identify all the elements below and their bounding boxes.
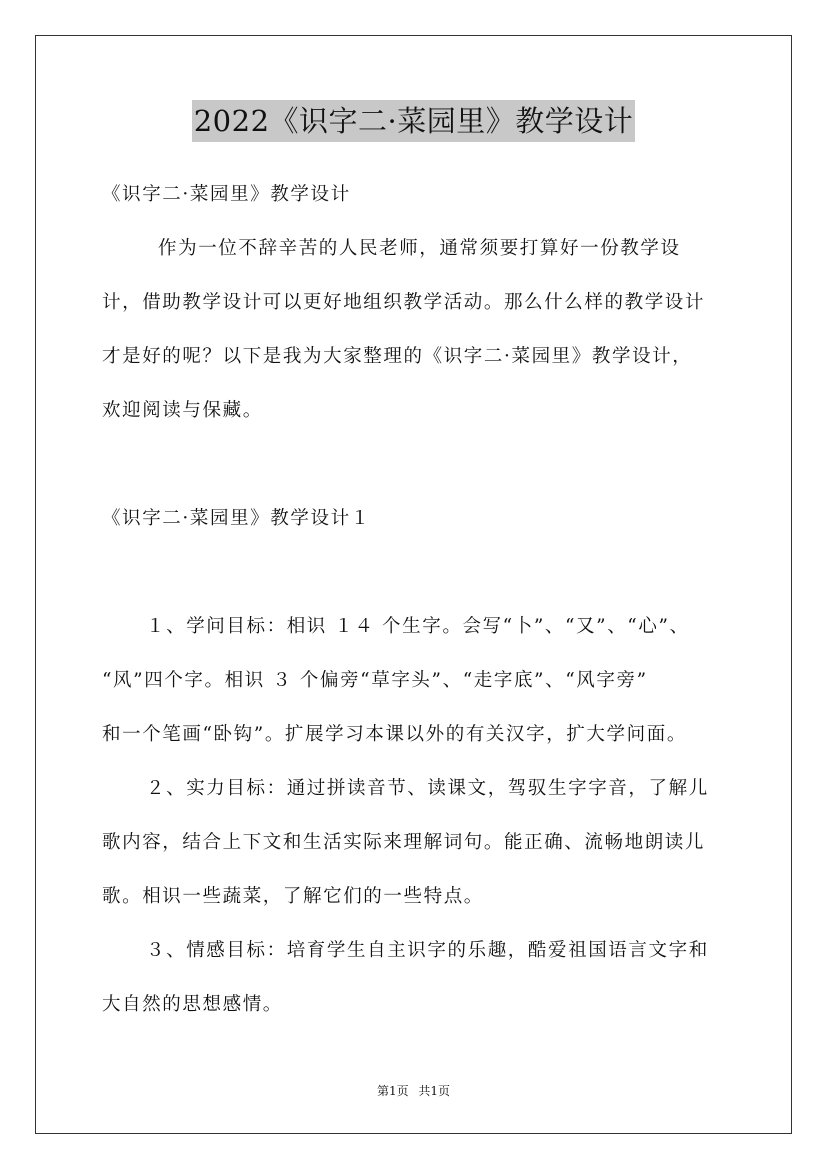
document-title: 2022《识字二·菜园里》教学设计 (192, 100, 636, 142)
paragraph-line: “风”四个字。相识 ３ 个偏旁“草字头”、“走字底”、“风字旁” (102, 670, 648, 691)
page-number-total: 共1页 (418, 1084, 451, 1098)
paragraph-line: 大自然的思想感情。 (102, 994, 283, 1015)
page-number-current: 第1页 (376, 1084, 409, 1098)
paragraph-line: 歌。相识一些蔬菜，了解它们的一些特点。 (102, 886, 484, 907)
paragraph-line: 欢迎阅读与保藏。 (102, 400, 263, 421)
paragraph-line: 歌内容，结合上下文和生活实际来理解词句。能正确、流畅地朗读儿 (102, 832, 706, 853)
page-footer (0, 1083, 827, 1099)
paragraph-line: 和一个笔画“卧钩”。扩展学习本课以外的有关汉字，扩大学问面。 (102, 724, 687, 745)
paragraph-line: ３、情感目标：培育学生自主识字的乐趣，酷爱祖国语言文字和 (146, 940, 709, 961)
section-heading: 《识字二·菜园里》教学设计１ (102, 508, 371, 529)
paragraph-line: 才是好的呢？以下是我为大家整理的《识字二·菜园里》教学设计， (102, 346, 693, 367)
title-container (0, 100, 827, 142)
paragraph-line: 作为一位不辞辛苦的人民老师，通常须要打算好一份教学设 (158, 238, 681, 259)
section-heading: 《识字二·菜园里》教学设计 (102, 184, 351, 205)
paragraph-line: ２、实力目标：通过拼读音节、读课文，驾驭生字字音，了解儿 (146, 778, 709, 799)
paragraph-line: 计，借助教学设计可以更好地组织教学活动。那么什么样的教学设计 (102, 292, 706, 313)
paragraph-line: １、学问目标：相识 １４ 个生字。会写“卜”、“又”、“心”、 (146, 616, 690, 637)
